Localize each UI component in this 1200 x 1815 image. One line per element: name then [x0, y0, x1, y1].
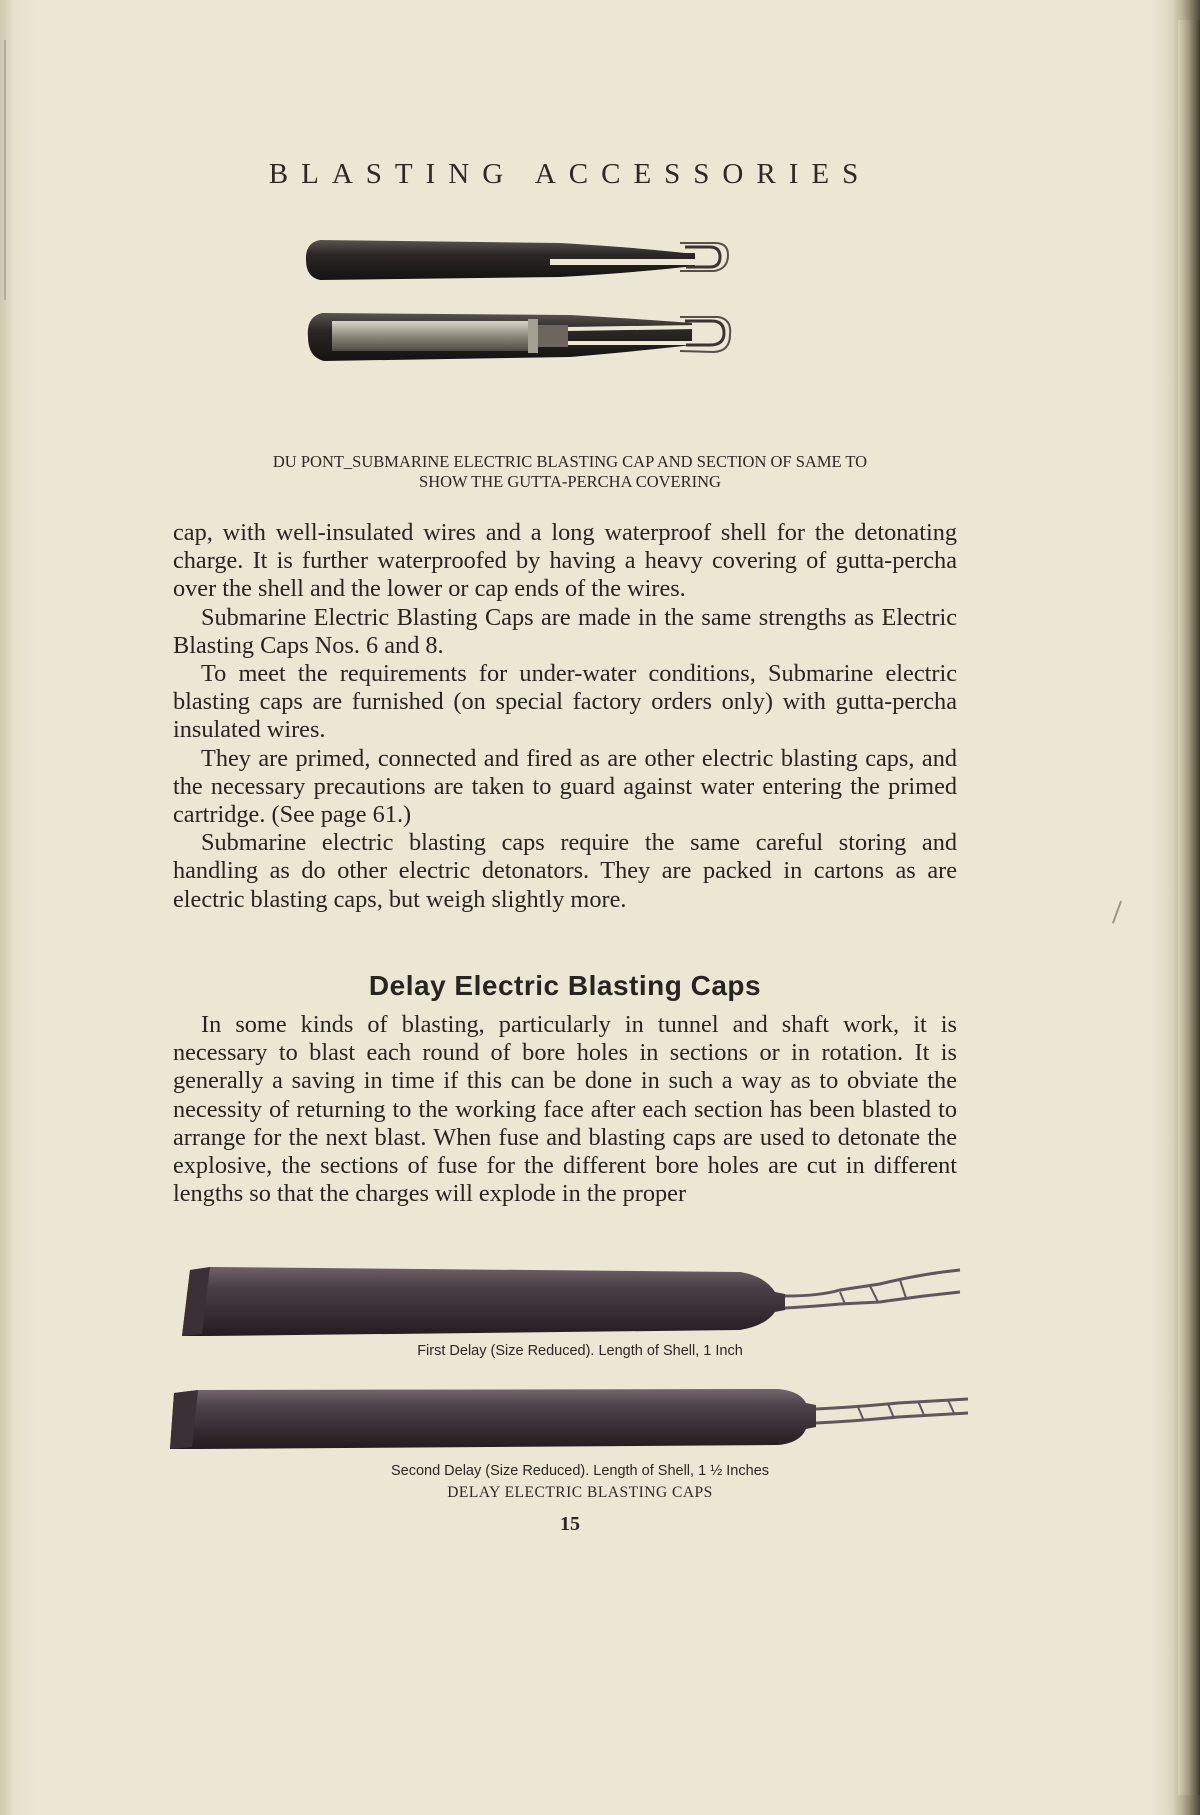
paragraph: Submarine Electric Blasting Caps are made in the same strengths as Electric Blasting Caps Nos. 6 and 8. — [173, 603, 957, 659]
second-delay-cap-illustration — [168, 1385, 983, 1455]
submarine-cap-illustration — [300, 225, 860, 425]
body-text-delay — [173, 1011, 957, 1208]
paragraph: cap, with well-insulated wires and a long waterproof shell for the detonating charge. It is further waterproofed by having a heavy covering of gutta-percha over the shell and the lower or cap ends of the wires. — [173, 519, 957, 603]
caption-first-delay: First Delay (Size Reduced). Length of Shell, 1 Inch — [417, 1343, 743, 1359]
body-text-submarine — [173, 519, 957, 914]
section-heading: Delay Electric Blasting Caps — [368, 970, 762, 1001]
paragraph: They are primed, connected and fired as are other electric blasting caps, and the necessary precautions are taken to guard against water entering the primed cartridge. (See page 61.) — [173, 744, 957, 829]
submarine-cap-section — [308, 313, 730, 361]
caption-second-delay: Second Delay (Size Reduced). Length of Shell, 1 ½ Inches — [390, 1463, 770, 1479]
caption-line-2: SHOW THE GUTTA-PERCHA COVERING — [419, 472, 721, 491]
page-edge-shadow — [1178, 20, 1200, 1795]
paragraph: Submarine electric blasting caps require the same careful storing and handling as do other electric detonators. They are packed in cartons as are electric blasting caps, but weigh slightly more. — [173, 829, 957, 913]
running-head: BLASTING ACCESSORIES — [268, 158, 872, 190]
figure-caption-top — [150, 452, 990, 492]
paragraph: To meet the requirements for under-water conditions, Submarine electric blasting caps are furnished (on special factory orders only) with gutta-percha insulated wires. — [173, 660, 957, 744]
paragraph: In some kinds of blasting, particularly in tunnel and shaft work, it is necessary to blast each round of bore holes in sections or in rotation. It is generally a saving in time if this can be done in such a way as to obviate the necessity of returning to the working face after each section has been blasted to arrange for the next blast. When fuse and blasting caps are used to detonate the explosive, the sections of fuse for the different bore holes are cut in different lengths so that the charges will explode in the proper — [173, 1011, 957, 1208]
pencil-mark — [1112, 900, 1122, 923]
caption-line-1: DU PONT_SUBMARINE ELECTRIC BLASTING CAP AND SECTION OF SAME TO — [272, 452, 868, 471]
submarine-cap-whole — [306, 240, 728, 280]
page-number: 15 — [560, 1513, 580, 1535]
caption-delay-caps: DELAY ELECTRIC BLASTING CAPS — [447, 1484, 713, 1501]
first-delay-cap-illustration — [180, 1262, 980, 1342]
